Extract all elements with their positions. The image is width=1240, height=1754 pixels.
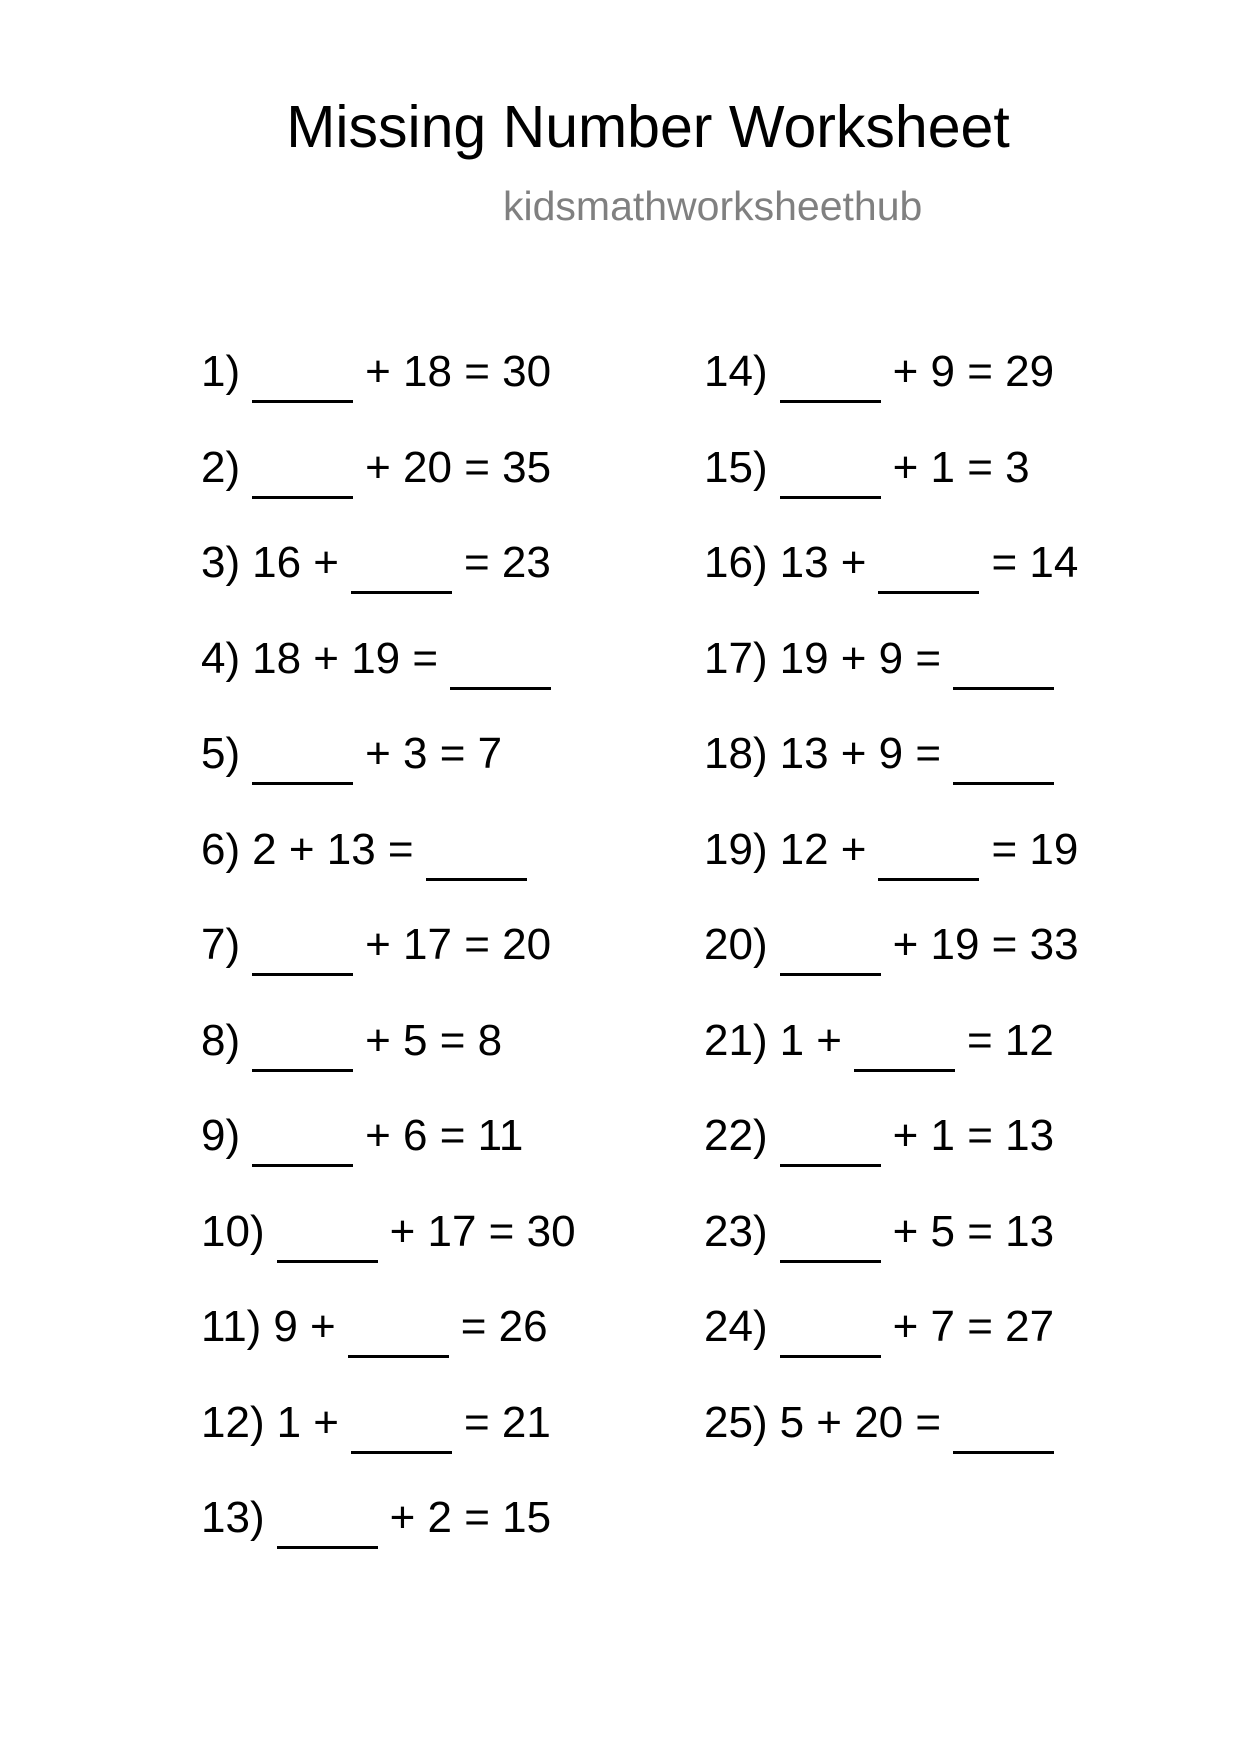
problem-number: 24) — [704, 1302, 768, 1351]
problem-number: 14) — [704, 347, 768, 396]
equation-right-part: + 1 = 13 — [892, 1111, 1055, 1160]
answer-blank[interactable] — [953, 643, 1054, 690]
equation-right-part: = 26 — [460, 1302, 548, 1351]
problem-item — [201, 347, 576, 446]
problem-number: 1) — [201, 347, 241, 396]
problem-item — [201, 1493, 576, 1592]
problem-item — [704, 920, 1079, 1019]
equation-right-part: = 14 — [991, 538, 1079, 587]
answer-blank[interactable] — [351, 547, 452, 594]
answer-blank[interactable] — [953, 738, 1054, 785]
problem-number: 17) — [704, 633, 768, 683]
problem-number: 6) — [201, 824, 241, 874]
answer-blank[interactable] — [780, 356, 881, 403]
problem-column-left — [201, 347, 576, 1592]
problem-item — [201, 1015, 576, 1115]
answer-blank[interactable] — [252, 1120, 353, 1167]
answer-blank[interactable] — [780, 1311, 881, 1358]
problem-item — [704, 1206, 1079, 1306]
problem-number: 12) — [201, 1397, 265, 1447]
problem-number: 11) — [201, 1302, 262, 1351]
problem-item — [704, 1397, 1079, 1497]
equation-left-part: 1 + — [276, 1397, 339, 1447]
problem-item — [201, 729, 576, 828]
equation-right-part: + 17 = 30 — [389, 1206, 576, 1256]
equation-right-part: + 7 = 27 — [892, 1302, 1055, 1351]
answer-blank[interactable] — [450, 643, 551, 690]
equation-left-part: 5 + 20 = — [779, 1397, 942, 1447]
problem-number: 13) — [201, 1493, 265, 1542]
answer-blank[interactable] — [351, 1407, 452, 1454]
equation-right-part: + 1 = 3 — [892, 442, 1030, 492]
answer-blank[interactable] — [878, 547, 979, 594]
page-subtitle: kidsmathworksheethub — [503, 183, 923, 229]
equation-right-part: = 19 — [991, 824, 1079, 874]
problem-item — [704, 1015, 1079, 1115]
answer-blank[interactable] — [780, 452, 881, 499]
equation-right-part: + 5 = 8 — [365, 1015, 503, 1065]
page-title: Missing Number Worksheet — [286, 94, 1010, 160]
problem-item — [704, 442, 1079, 542]
equation-right-part: + 2 = 15 — [389, 1493, 552, 1542]
problem-number: 5) — [201, 729, 241, 778]
problem-item — [704, 538, 1079, 637]
equation-right-part: + 5 = 13 — [892, 1206, 1055, 1256]
equation-left-part: 9 + — [273, 1302, 336, 1351]
problem-item — [201, 538, 576, 637]
problem-number: 10) — [201, 1206, 265, 1256]
equation-left-part: 1 + — [779, 1015, 842, 1065]
problem-number: 15) — [704, 442, 768, 492]
equation-left-part: 16 + — [252, 538, 339, 587]
problem-number: 4) — [201, 633, 241, 683]
problem-item — [201, 1111, 576, 1210]
problem-item — [201, 920, 576, 1019]
problem-item — [704, 729, 1079, 828]
equation-left-part: 18 + 19 = — [252, 633, 439, 683]
problem-item — [704, 633, 1079, 733]
answer-blank[interactable] — [277, 1502, 378, 1549]
equation-right-part: = 21 — [463, 1397, 551, 1447]
problem-number: 16) — [704, 538, 768, 587]
problem-number: 9) — [201, 1111, 241, 1160]
equation-left-part: 12 + — [779, 824, 867, 874]
problem-item — [704, 347, 1079, 446]
answer-blank[interactable] — [780, 1120, 881, 1167]
answer-blank[interactable] — [878, 834, 979, 881]
answer-blank[interactable] — [854, 1025, 955, 1072]
equation-left-part: 19 + 9 = — [779, 633, 942, 683]
answer-blank[interactable] — [348, 1311, 449, 1358]
answer-blank[interactable] — [277, 1216, 378, 1263]
equation-left-part: 13 + — [779, 538, 867, 587]
answer-blank[interactable] — [252, 356, 353, 403]
problem-number: 2) — [201, 442, 241, 492]
problem-column-right — [704, 347, 1079, 1496]
equation-right-part: + 6 = 11 — [365, 1111, 524, 1160]
problem-number: 18) — [704, 729, 768, 778]
problem-item — [201, 824, 576, 924]
problem-item — [704, 824, 1079, 924]
problem-number: 25) — [704, 1397, 768, 1447]
answer-blank[interactable] — [252, 452, 353, 499]
equation-left-part: 13 + 9 = — [779, 729, 942, 778]
problem-number: 22) — [704, 1111, 768, 1160]
problem-item — [704, 1302, 1079, 1401]
equation-right-part: = 12 — [966, 1015, 1054, 1065]
problem-item — [201, 633, 576, 733]
problem-item — [201, 1397, 576, 1497]
problem-item — [201, 1302, 576, 1401]
problem-item — [201, 1206, 576, 1306]
answer-blank[interactable] — [780, 1216, 881, 1263]
equation-right-part: + 18 = 30 — [365, 347, 552, 396]
answer-blank[interactable] — [953, 1407, 1054, 1454]
equation-right-part: + 17 = 20 — [365, 920, 552, 969]
problem-item — [201, 442, 576, 542]
problem-number: 8) — [201, 1015, 241, 1065]
answer-blank[interactable] — [252, 1025, 353, 1072]
equation-right-part: = 23 — [464, 538, 551, 587]
problem-number: 23) — [704, 1206, 768, 1256]
answer-blank[interactable] — [780, 929, 881, 976]
answer-blank[interactable] — [426, 834, 527, 881]
equation-right-part: + 9 = 29 — [892, 347, 1055, 396]
problem-number: 7) — [201, 920, 241, 969]
answer-blank[interactable] — [252, 929, 353, 976]
equation-right-part: + 20 = 35 — [365, 442, 552, 492]
problem-number: 21) — [704, 1015, 768, 1065]
problem-number: 3) — [201, 538, 241, 587]
problem-number: 19) — [704, 824, 768, 874]
problem-item — [704, 1111, 1079, 1210]
problem-number: 20) — [704, 920, 768, 969]
equation-right-part: + 19 = 33 — [892, 920, 1079, 969]
answer-blank[interactable] — [252, 738, 353, 785]
equation-right-part: + 3 = 7 — [365, 729, 503, 778]
equation-left-part: 2 + 13 = — [252, 824, 414, 874]
